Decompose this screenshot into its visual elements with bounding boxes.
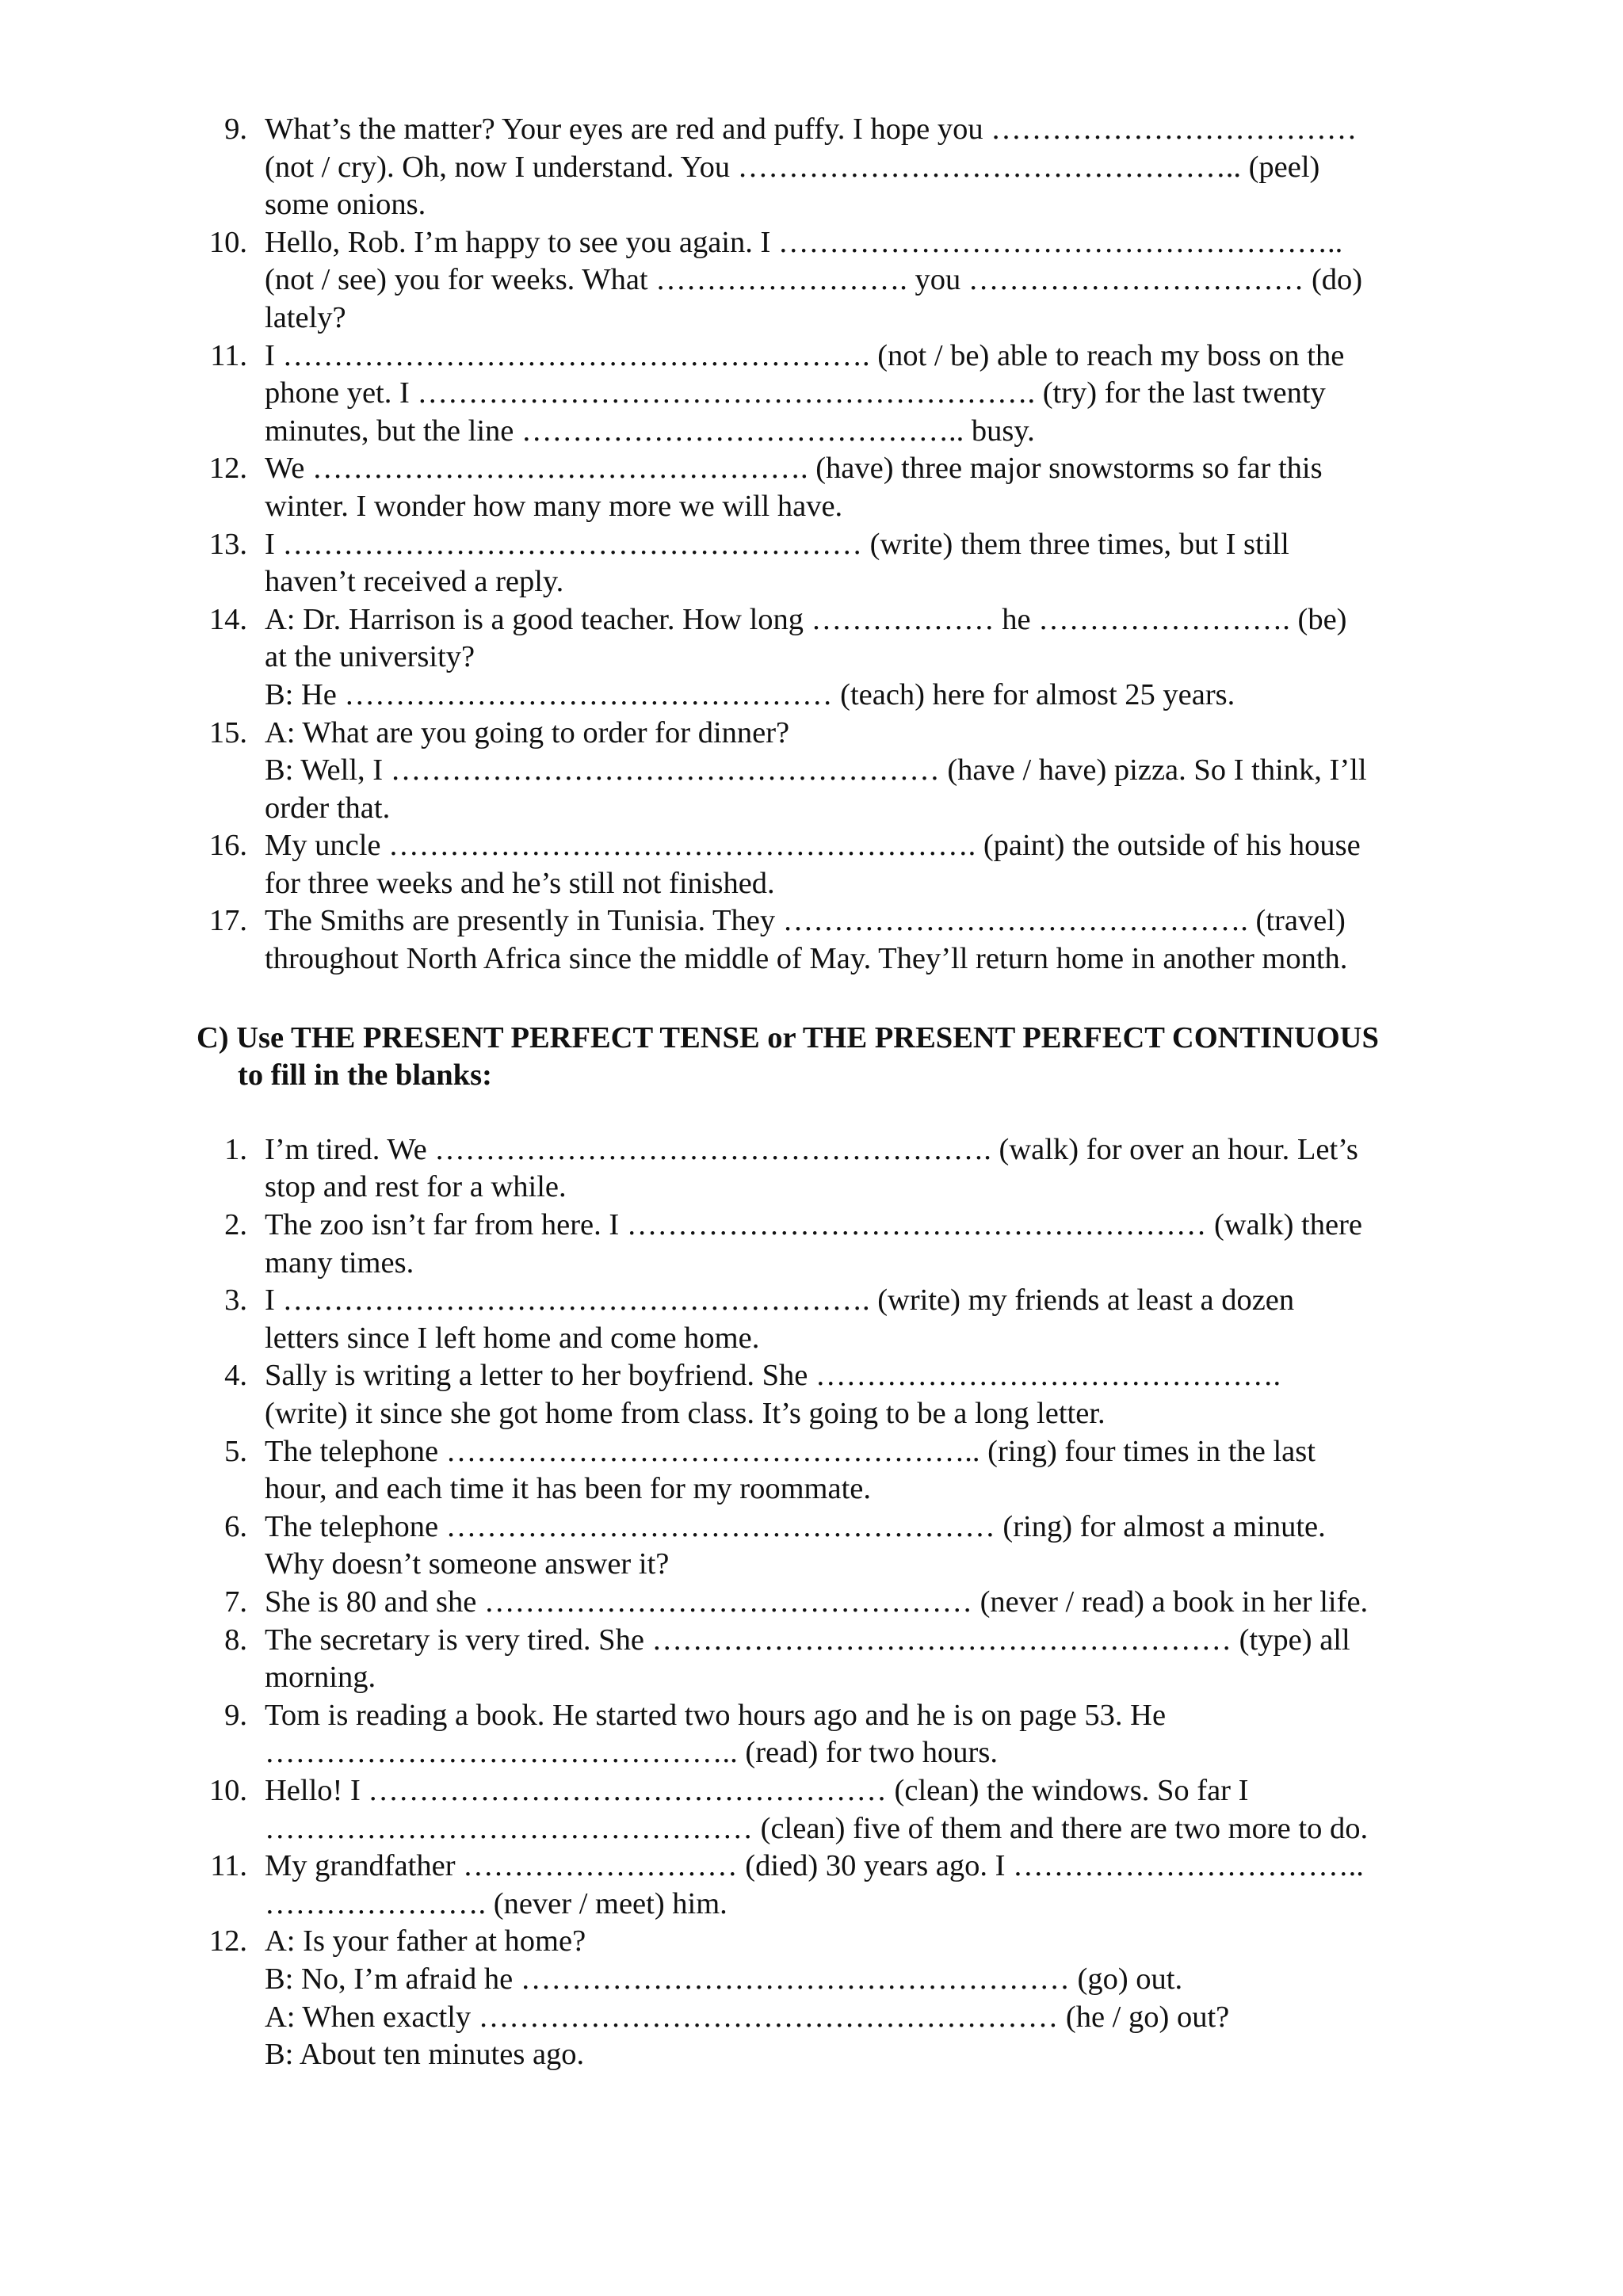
exercise-text-line: Sally is writing a letter to her boyfriend. She ……………………………………….: [265, 1359, 1281, 1393]
exercise-item: [197, 111, 1488, 224]
exercise-text-line: I …………………………………………………. (write) my friends at least a dozen: [265, 1283, 1295, 1318]
exercise-text-line: My grandfather ……………………… (died) 30 years ago. I ……………………………..: [265, 1849, 1364, 1883]
exercise-text: [247, 1282, 1488, 1357]
exercise-item: [197, 1622, 1488, 1697]
exercise-text-line: A: Is your father at home?: [265, 1924, 586, 1958]
exercise-number: 3.: [224, 1283, 247, 1318]
exercise-text: [247, 1508, 1488, 1584]
exercise-item: [197, 1772, 1488, 1848]
section-c-heading: [197, 1020, 1488, 1095]
exercise-item: [197, 1697, 1488, 1772]
exercise-text: [247, 1433, 1488, 1508]
exercise-text-line: minutes, but the line …………………………………….. busy.: [265, 414, 1035, 448]
exercise-text-line: B: No, I’m afraid he ……………………………………………… (go) out.: [265, 1962, 1183, 1996]
exercise-text-line: order that.: [265, 791, 391, 825]
exercise-number: 16.: [208, 829, 247, 863]
exercise-text-line: at the university?: [265, 640, 475, 674]
exercise-text-line: letters since I left home and come home.: [265, 1321, 760, 1355]
exercise-number: 15.: [208, 715, 247, 749]
exercise-number: 10.: [208, 225, 247, 259]
exercise-text-line: lately?: [265, 300, 346, 334]
exercise-text-line: many times.: [265, 1245, 414, 1280]
exercise-text: [247, 715, 1488, 828]
exercise-number: 14.: [208, 602, 247, 636]
exercise-text-line: B: He ………………………………………… (teach) here for almost 25 years.: [265, 677, 1235, 711]
exercise-number: 13.: [208, 527, 247, 561]
exercise-number: 2.: [224, 1208, 247, 1242]
exercise-text-line: I ………………………………………………… (write) them three times, but I still: [265, 527, 1289, 561]
exercise-item: [197, 1131, 1488, 1207]
exercise-text-line: phone yet. I ……………………………………………………. (try) for the last twenty: [265, 376, 1326, 410]
exercise-item: [197, 1357, 1488, 1432]
exercise-number: 9.: [224, 113, 247, 146]
exercise-list-section-c: [197, 1131, 1488, 2074]
exercise-text: [247, 902, 1488, 978]
exercise-text-line: I’m tired. We ………………………………………………. (walk) for over an hour. Let’s: [265, 1132, 1358, 1166]
exercise-item: [197, 338, 1488, 451]
exercise-number: 11.: [210, 338, 247, 372]
exercise-text-line: What’s the matter? Your eyes are red and puffy. I hope you ………………………………: [265, 113, 1358, 146]
exercise-text-line: morning.: [265, 1661, 376, 1695]
exercise-text: [247, 827, 1488, 902]
exercise-number: 7.: [224, 1585, 247, 1619]
exercise-text-line: The secretary is very tired. She ………………………………………………… (type) all: [265, 1623, 1350, 1657]
exercise-text-line: My uncle …………………………………………………. (paint) the outside of his house: [265, 829, 1361, 863]
exercise-text-line: She is 80 and she ………………………………………… (never / read) a book in her life.: [265, 1585, 1369, 1619]
exercise-text: [247, 526, 1488, 601]
exercise-text-line: throughout North Africa since the middle of May. They’ll return home in another month.: [265, 942, 1348, 976]
exercise-text-line: ……………………………………….. (read) for two hours.: [265, 1736, 998, 1770]
exercise-item: [197, 1207, 1488, 1282]
exercise-text: [247, 111, 1488, 224]
exercise-item: [197, 224, 1488, 338]
exercise-text-line: …………………. (never / meet) him.: [265, 1886, 727, 1920]
exercise-text-line: (not / cry). Oh, now I understand. You ………………………………………….. (peel): [265, 150, 1320, 184]
exercise-text: [247, 1697, 1488, 1772]
exercise-text-line: The Smiths are presently in Tunisia. They ………………………………………. (travel): [265, 904, 1346, 938]
exercise-text-line: Why doesn’t someone answer it?: [265, 1547, 670, 1581]
exercise-text-line: Hello! I …………………………………………… (clean) the windows. So far I: [265, 1773, 1249, 1807]
exercise-text-line: winter. I wonder how many more we will have.: [265, 489, 843, 523]
exercise-item: [197, 1282, 1488, 1357]
exercise-text-line: haven’t received a reply.: [265, 565, 564, 599]
exercise-text: [247, 1584, 1488, 1622]
exercise-text: [247, 338, 1488, 451]
exercise-text: [247, 601, 1488, 715]
exercise-text: [247, 224, 1488, 338]
exercise-text-line: stop and rest for a while.: [265, 1170, 567, 1204]
exercise-text-line: B: Well, I ……………………………………………… (have / have) pizza. So I think, I’ll: [265, 753, 1367, 788]
exercise-number: 12.: [208, 452, 247, 486]
exercise-number: 17.: [208, 904, 247, 938]
exercise-text-line: A: Dr. Harrison is a good teacher. How long ……………… he ……………………. (be): [265, 602, 1347, 636]
exercise-text-line: Tom is reading a book. He started two hours ago and he is on page 53. He: [265, 1698, 1167, 1732]
exercise-item: [197, 1508, 1488, 1584]
exercise-text: [247, 1923, 1488, 2073]
exercise-list-section-b: [197, 111, 1488, 978]
exercise-text-line: The telephone …………………………………………….. (ring) four times in the last: [265, 1434, 1316, 1468]
exercise-text-line: (write) it since she got home from class. It’s going to be a long letter.: [265, 1397, 1106, 1430]
exercise-text-line: hour, and each time it has been for my roommate.: [265, 1472, 871, 1506]
exercise-number: 10.: [208, 1773, 247, 1807]
exercise-text: [247, 1131, 1488, 1207]
exercise-item: [197, 450, 1488, 525]
section-c-heading-line-2: to fill in the blanks:: [238, 1058, 492, 1093]
exercise-item: [197, 715, 1488, 828]
exercise-text-line: (not / see) you for weeks. What ……………………. you …………………………… (do): [265, 263, 1363, 297]
exercise-text-line: some onions.: [265, 188, 426, 222]
exercise-number: 9.: [224, 1698, 247, 1732]
exercise-text-line: The zoo isn’t far from here. I ………………………………………………… (walk) there: [265, 1208, 1363, 1242]
exercise-text: [247, 1357, 1488, 1432]
exercise-text: [247, 1622, 1488, 1697]
exercise-text-line: ………………………………………… (clean) five of them and there are two more to do.: [265, 1811, 1369, 1845]
exercise-text: [247, 450, 1488, 525]
exercise-item: [197, 902, 1488, 978]
exercise-number: 4.: [224, 1359, 247, 1393]
exercise-text-line: We …………………………………………. (have) three major snowstorms so far this: [265, 452, 1323, 486]
exercise-text: [247, 1848, 1488, 1923]
exercise-number: 8.: [224, 1623, 247, 1657]
exercise-text-line: for three weeks and he’s still not finished.: [265, 866, 775, 900]
exercise-number: 5.: [224, 1434, 247, 1468]
exercise-text-line: A: What are you going to order for dinner?: [265, 715, 790, 749]
exercise-text-line: B: About ten minutes ago.: [265, 2038, 585, 2072]
exercise-item: [197, 1584, 1488, 1622]
exercise-item: [197, 526, 1488, 601]
exercise-item: [197, 1923, 1488, 2073]
exercise-text-line: A: When exactly ………………………………………………… (he / go) out?: [265, 2000, 1230, 2034]
exercise-number: 11.: [210, 1849, 247, 1883]
exercise-text-line: Hello, Rob. I’m happy to see you again. I ………………………………………………..: [265, 225, 1343, 259]
exercise-item: [197, 1848, 1488, 1923]
exercise-text: [247, 1207, 1488, 1282]
exercise-number: 6.: [224, 1509, 247, 1543]
section-c-heading-line-1: C) Use THE PRESENT PERFECT TENSE or THE PRESENT PERFECT CONTINUOUS: [197, 1020, 1379, 1055]
exercise-text: [247, 1772, 1488, 1848]
exercise-number: 12.: [208, 1924, 247, 1958]
exercise-text-line: I …………………………………………………. (not / be) able to reach my boss on the: [265, 338, 1345, 372]
exercise-text-line: The telephone ……………………………………………… (ring) for almost a minute.: [265, 1509, 1326, 1543]
exercise-item: [197, 1433, 1488, 1508]
exercise-item: [197, 601, 1488, 715]
exercise-number: 1.: [224, 1132, 247, 1166]
exercise-item: [197, 827, 1488, 902]
